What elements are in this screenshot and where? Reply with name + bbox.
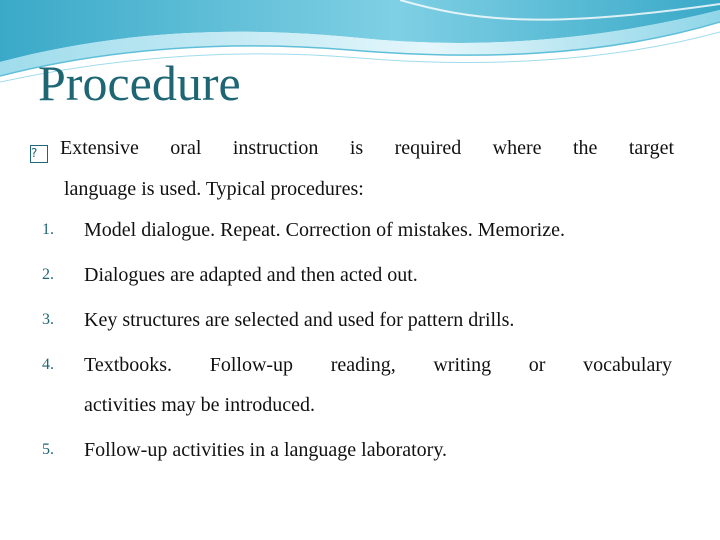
list-item bbox=[0, 300, 720, 340]
step-number: 5. bbox=[42, 441, 54, 458]
step-text-line-2: activities may be introduced. bbox=[84, 394, 316, 416]
missing-glyph-bullet-icon: ? bbox=[30, 145, 48, 163]
intro-text-line-1: Extensive oral instruction is required where the target bbox=[60, 137, 674, 159]
list-item bbox=[0, 255, 720, 295]
list-item bbox=[0, 345, 720, 425]
step-text: Key structures are selected and used for pattern drills. bbox=[84, 309, 515, 331]
step-number: 4. bbox=[42, 356, 54, 373]
list-item bbox=[0, 430, 720, 470]
step-text: Dialogues are adapted and then acted out. bbox=[84, 264, 418, 286]
step-text: Follow-up activities in a language laboratory. bbox=[84, 439, 448, 461]
step-number: 1. bbox=[42, 221, 54, 238]
step-number: 2. bbox=[42, 266, 54, 283]
intro-line-1 bbox=[30, 128, 674, 169]
intro-paragraph bbox=[30, 128, 674, 210]
step-number: 3. bbox=[42, 311, 54, 328]
page-title: Procedure bbox=[38, 55, 241, 111]
step-text bbox=[84, 345, 672, 425]
step-text-line-1: Textbooks. Follow-up reading, writing or vocabulary bbox=[84, 354, 672, 376]
intro-line-2: language is used. Typical procedures: bbox=[64, 178, 364, 200]
step-text: Model dialogue. Repeat. Correction of mistakes. Memorize. bbox=[84, 219, 565, 241]
list-item bbox=[0, 210, 720, 250]
procedure-steps-list bbox=[0, 210, 720, 470]
